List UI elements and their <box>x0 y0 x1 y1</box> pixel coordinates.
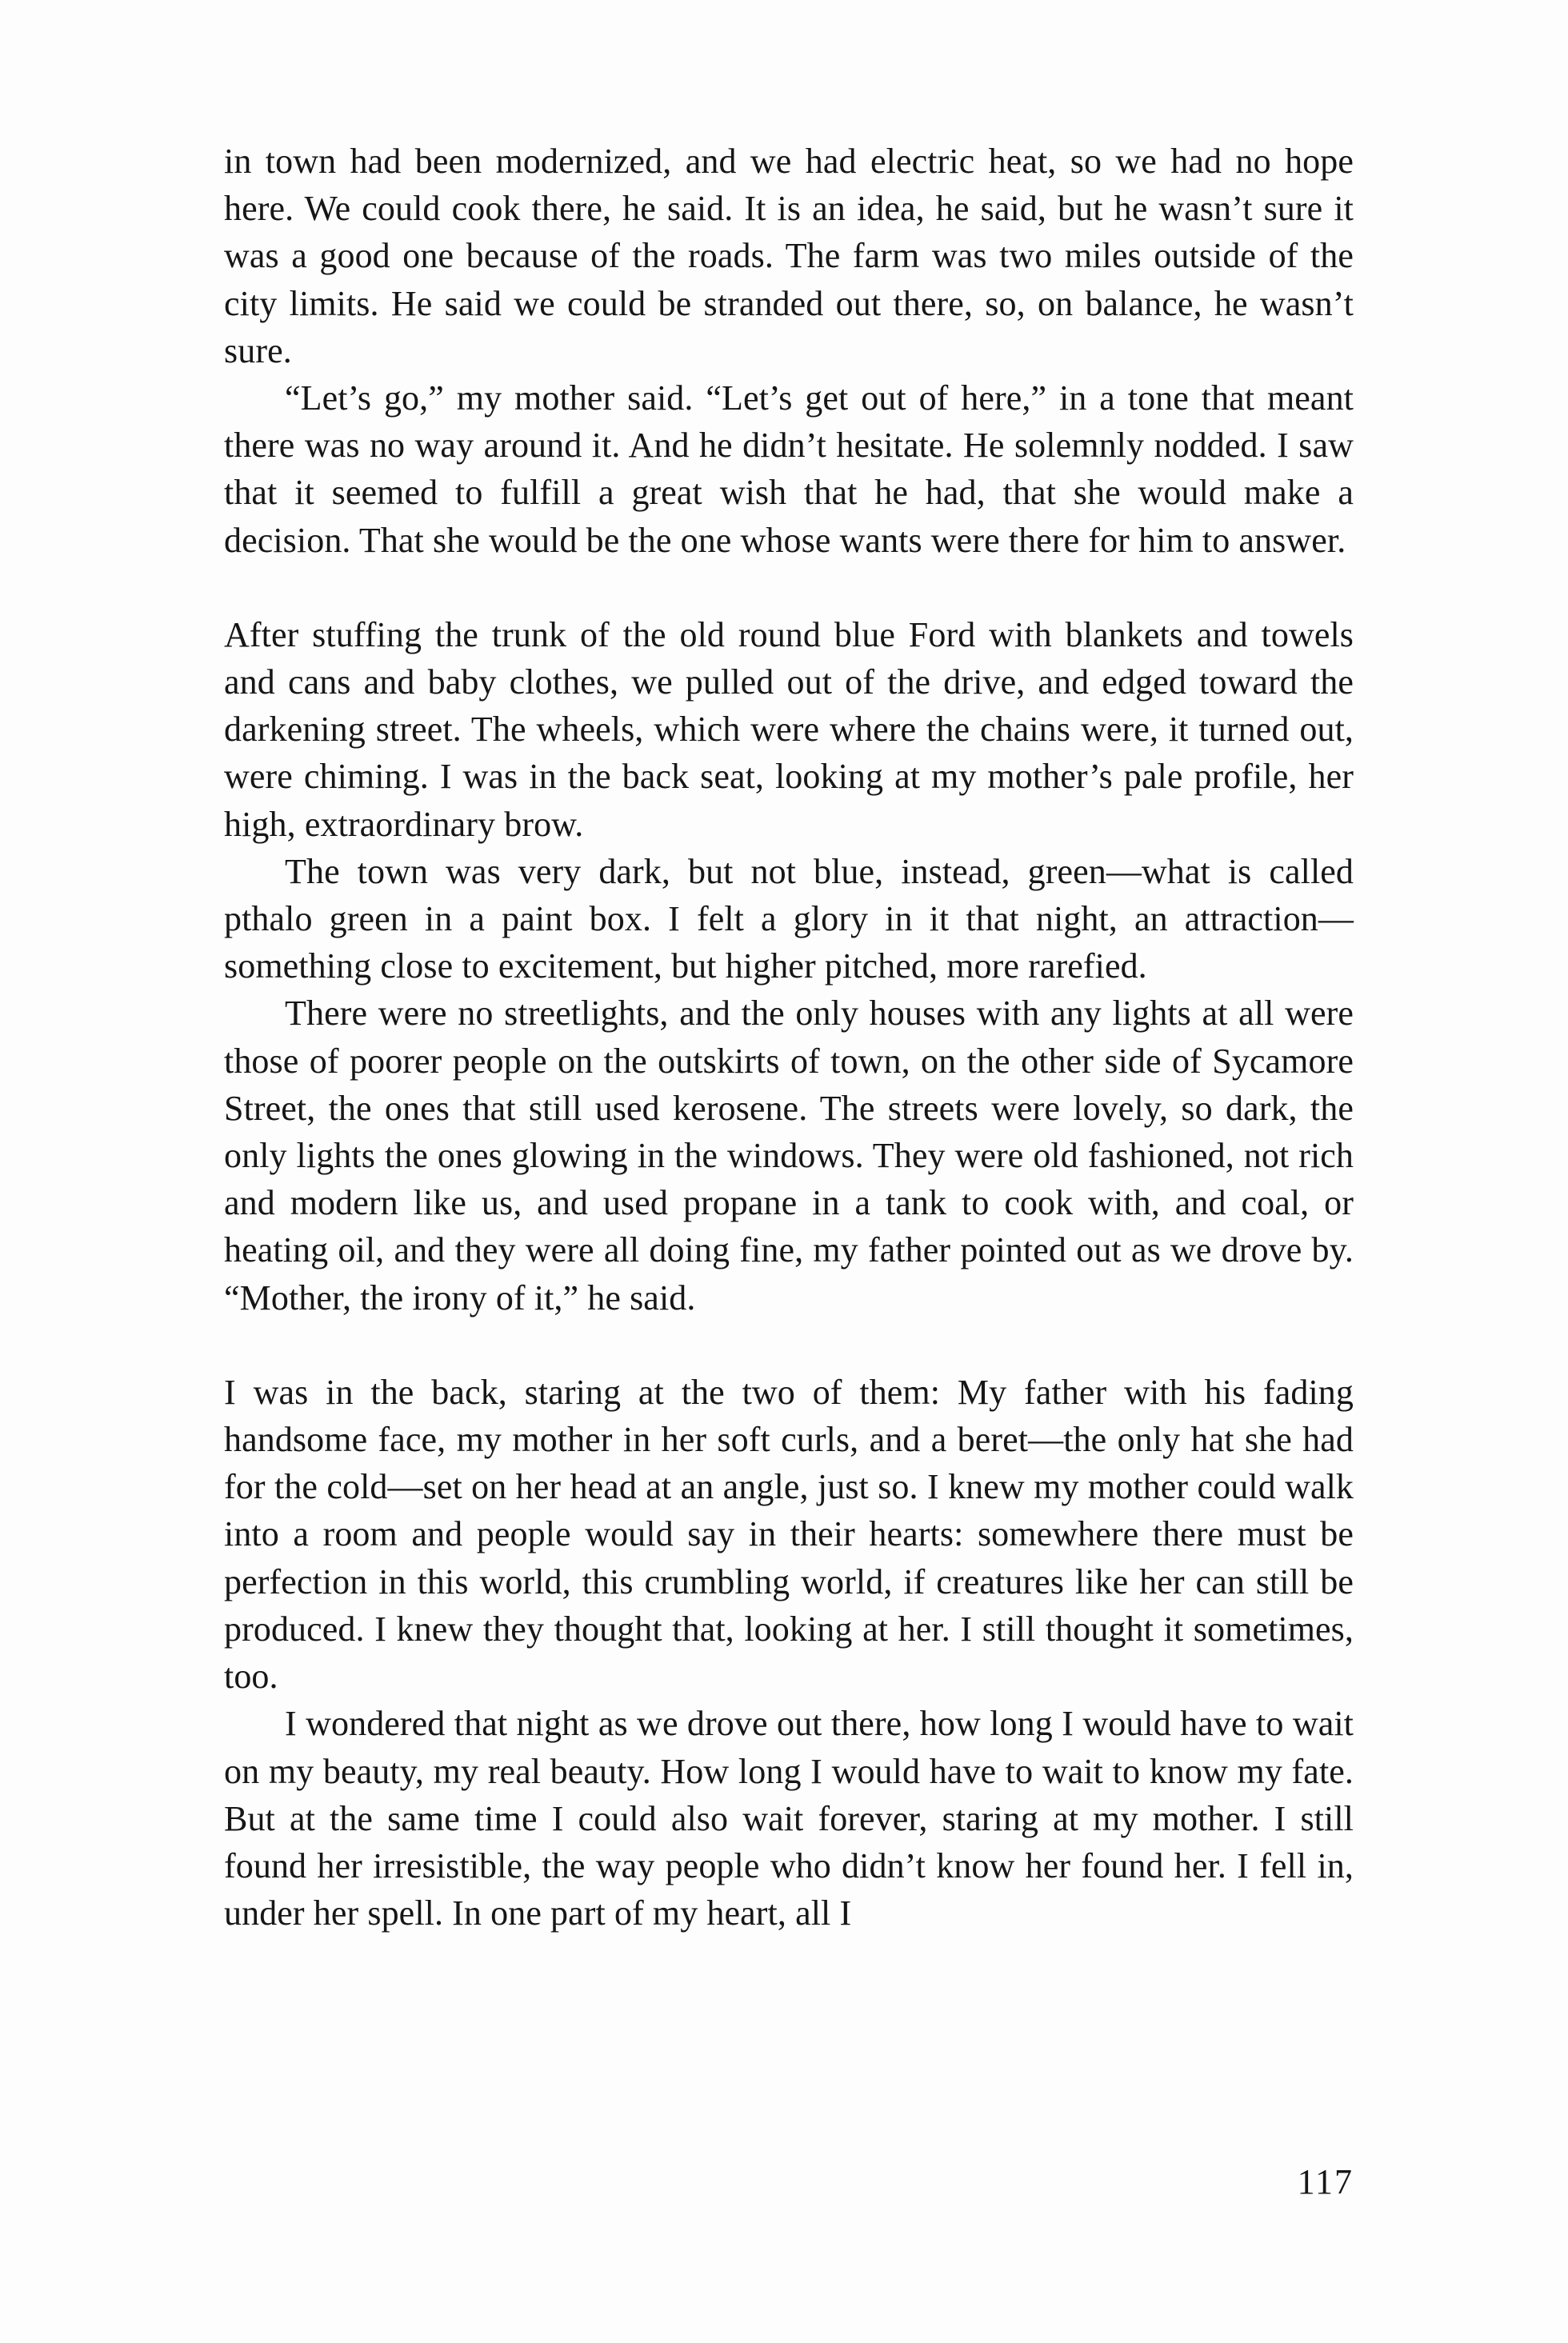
paragraph-2: “Let’s go,” my mother said. “Let’s get out of here,” in a tone that meant there was no way around it. And he didn’t hesitate. He solemnly nodded. I saw that it seemed to fulfill a great wish that he had, that she would make a decision. That she would be the one whose wants were there for him to answer. <box>224 378 1354 560</box>
section-break <box>224 564 1354 611</box>
paragraph-4: The town was very dark, but not blue, instead, green—what is called pthalo green in a paint box. I felt a glory in it that night, an attraction—something close to excitement, but higher pitched, more rarefied. <box>224 851 1354 986</box>
paragraph-6: I was in the back, staring at the two of them: My father with his fading handsome face, my mother in her soft curls, and a beret—the only hat she had for the cold—set on her head at an angle, just so. I knew my mother could walk into a room and people would say in their hearts: somewhere there must be perfection in this world, this crumbling world, if creatures like her can still be produced. I knew they thought that, looking at her. I still thought it sometimes, too. <box>224 1372 1354 1697</box>
paragraph-5: There were no streetlights, and the only houses with any lights at all were those of poorer people on the outskirts of town, on the other side of Sycamore Street, the ones that still used kerosene. The streets were lovely, so dark, the only lights the ones glowing in the windows. They were old fashioned, not rich and modern like us, and used propane in a tank to cook with, and coal, or heating oil, and they were all doing fine, my father pointed out as we drove by. “Mother, the irony of it,” he said. <box>224 994 1354 1317</box>
paragraph-1: in town had been modernized, and we had electric heat, so we had no hope here. We could cook there, he said. It is an idea, he said, but he wasn’t sure it was a good one because of the roads. The farm was two miles outside of the city limits. He said we could be stranded out there, so, on balance, he wasn’t sure. <box>224 142 1354 370</box>
paragraph-7: I wondered that night as we drove out there, how long I would have to wait on my beauty, my real beauty. How long I would have to wait to know my fate. But at the same time I could also wait forever, staring at my mother. I still found her irresistible, the way people who didn’t know her found her. I fell in, under her spell. In one part of my heart, all I <box>224 1704 1354 1933</box>
section-break <box>224 1321 1354 1369</box>
page-number: 117 <box>1297 2162 1354 2201</box>
paragraph-3: After stuffing the trunk of the old round blue Ford with blankets and towels and cans and baby clothes, we pulled out of the drive, and edged toward the darkening street. The wheels, which were where the chains were, it turned out, were chiming. I was in the back seat, looking at my mother’s pale profile, her high, extraordinary brow. <box>224 614 1354 844</box>
body-text <box>224 138 1354 1937</box>
